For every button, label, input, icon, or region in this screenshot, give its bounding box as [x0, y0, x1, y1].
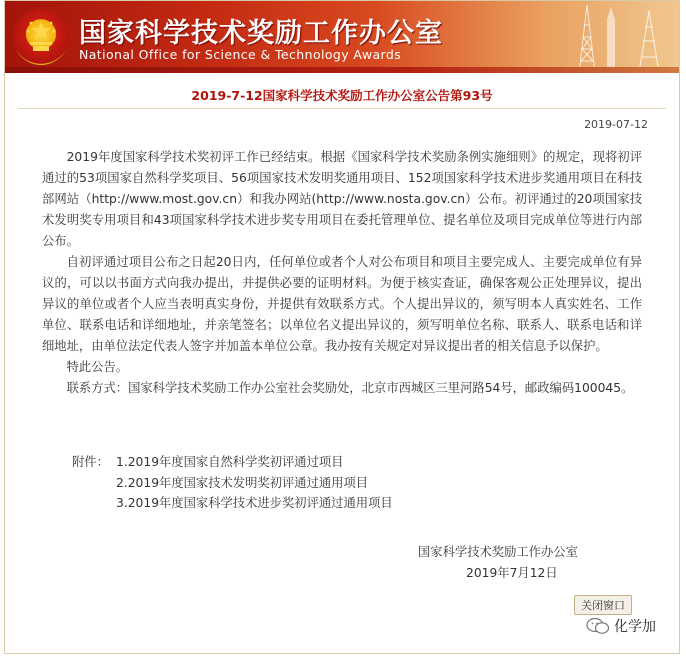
watermark: [586, 616, 656, 636]
notice-body: [42, 147, 642, 399]
site-header: [5, 1, 679, 73]
rocket-tower-icon: [549, 1, 679, 73]
attachment-link[interactable]: 3.2019年度国家科学技术进步奖初评通过通用项目: [116, 496, 393, 510]
paragraph: 特此公告。: [66, 360, 129, 374]
watermark-text: 化学加: [614, 619, 656, 635]
title-divider: [18, 108, 666, 109]
wechat-icon: [586, 617, 610, 635]
notice-title: 2019-7-12国家科学技术奖励工作办公室公告第93号: [191, 88, 493, 103]
paragraph: 自初评通过项目公布之日起20日内，任何单位或者个人对公布项目和项目主要完成人、主要完成单位有异议的，可以以书面方式向我办提出，并提供必要的证明材料。为便于核实查证，确保客观公正处理异议，提出异议的单位或者个人应当表明真实身份，并提供有效联系方式。个人提出异议的，须写明本人真实姓名、工作单位、联系电话和详细地址，并亲笔签名；以单位名义提出异议的，须写明单位名称、联系人、联系电话和详细地址，由单位法定代表人签字并加盖本单位公章。我办按有关规定对异议提出者的相关信息予以保护。: [42, 255, 642, 353]
attachment-link[interactable]: 2.2019年度国家技术发明奖初评通过通用项目: [116, 475, 369, 490]
signature-block: [418, 542, 578, 584]
attachment-link[interactable]: 1.2019年度国家自然科学奖初评通过项目: [116, 455, 344, 469]
paragraph: 2019年度国家科学技术奖初评工作已经结束。根据《国家科学技术奖励条例实施细则》的规定，现将初评通过的53项国家自然科学奖项目、56项国家技术发明奖通用项目、152项国家科学技术进步奖通用项目在科技部网站（http://www.most.gov.cn）和我办网站(http://www.nosta.gov.cn）公布。初评通过的20项国家技术发明奖专用项目和43项国家科学技术进步奖专用项目在委托管理单位、提名单位及项目完成单位等进行内部公布。: [42, 150, 642, 248]
national-emblem-icon: [13, 9, 69, 65]
attachments-label: 附件：: [72, 455, 109, 469]
site-title-en: National Office for Science & Technology Awards: [79, 47, 402, 62]
signature-org: 国家科学技术奖励工作办公室: [418, 545, 578, 559]
signature-date: 2019年7月12日: [466, 566, 558, 580]
attachments-list: [72, 452, 393, 514]
site-title-cn: 国家科学技术奖励工作办公室: [79, 18, 443, 49]
paragraph: 联系方式：国家科学技术奖励工作办公室社会奖励处，北京市西城区三里河路54号，邮政编码100045。: [66, 381, 634, 395]
close-window-button[interactable]: 关闭窗口: [574, 595, 632, 615]
publish-date: 2019-07-12: [584, 118, 648, 131]
